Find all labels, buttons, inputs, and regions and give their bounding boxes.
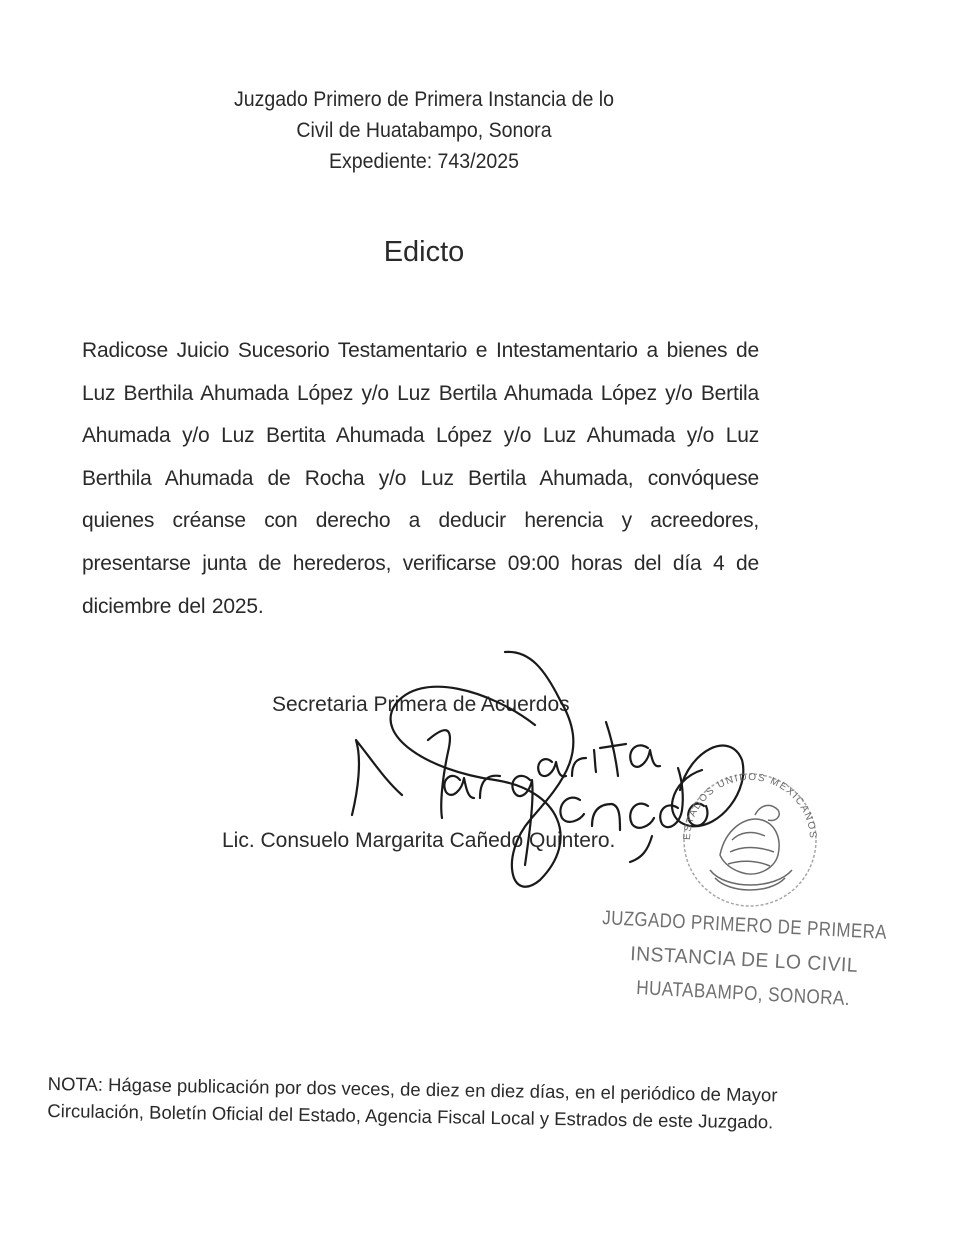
publication-note [47,1070,778,1135]
svg-text:ESTADOS UNIDOS MEXICANOS [682,772,818,840]
note-line-1: NOTA: Hágase publicación por dos veces, de diez en diez días, en el periódico de Mayor [47,1072,778,1106]
signatory-name: Lic. Consuelo Margarita Cañedo Quintero. [222,829,616,852]
official-seal [670,760,830,910]
seal-text: ESTADOS UNIDOS MEXICANOS [681,771,819,841]
court-name-line: Juzgado Primero de Primera Instancia de lo [234,88,614,111]
stamp-line-1: JUZGADO PRIMERO DE PRIMERA [601,907,940,947]
edict-body: Radicose Juicio Sucesorio Testamentario e Intestamentario a bienes de Luz Berthila Ahumada López y/o Luz Bertila Ahumada López y/o Bertila Ahumada y/o Luz Bertita Ahumada López y/o Luz Ahumada y/o Luz Berthila Ahumada de Rocha y/o Luz Bertila Ahumada, convóquese quienes créanse con derecho a deducir herencia y acreedores, presentarse junta de herederos, verificarse 09:00 horas del día 4 de diciembre del 2025. [82,339,759,618]
stamp-line-2: INSTANCIA DE LO CIVIL [629,943,867,978]
signatory-role: Secretaria Primera de Acuerdos [272,693,570,716]
court-header [30,84,819,177]
court-stamp [590,900,940,1015]
document-title: Edicto [383,236,465,268]
court-location-line: Civil de Huatabampo, Sonora [296,119,552,142]
stamp-line-3: HUATABAMPO, SONORA. [635,977,887,1013]
case-number: Expediente: 743/2025 [328,150,520,173]
note-line-2: Circulación, Boletín Oficial del Estado, Agencia Fiscal Local y Estrados de este Juzgado. [47,1099,774,1133]
